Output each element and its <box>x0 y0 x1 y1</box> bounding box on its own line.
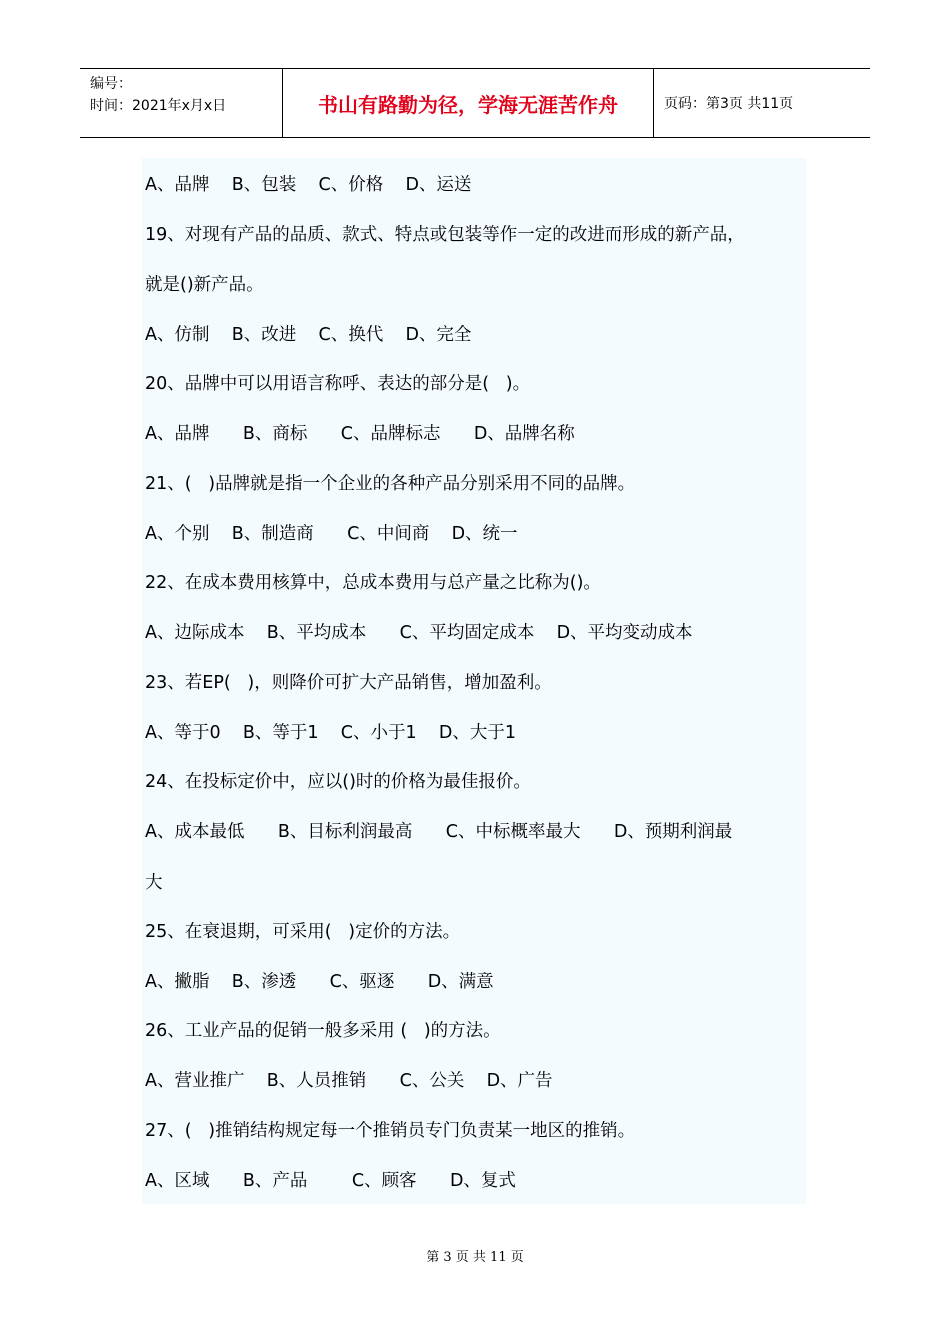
text-line: 24、在投标定价中，应以()时的价格为最佳报价。 <box>145 772 531 792</box>
page-header <box>80 68 870 138</box>
page-footer: 第 3 页 共 11 页 <box>426 1250 524 1265</box>
text-line: A、个别 B、制造商 C、中间商 D、统一 <box>145 524 518 544</box>
header-motto: 书山有路勤为径，学海无涯苦作舟 <box>282 69 654 137</box>
question-area <box>142 158 806 1204</box>
text-line: 25、在衰退期，可采用( )定价的方法。 <box>145 922 461 942</box>
text-line: A、区域 B、产品 C、顾客 D、复式 <box>145 1171 516 1191</box>
text-line: A、仿制 B、改进 C、换代 D、完全 <box>145 325 472 345</box>
text-line: A、等于0 B、等于1 C、小于1 D、大于1 <box>145 723 516 743</box>
text-line: A、营业推广 B、人员推销 C、公关 D、广告 <box>145 1071 553 1091</box>
text-line: 26、工业产品的促销一般多采用 ( )的方法。 <box>145 1021 501 1041</box>
text-line: 就是()新产品。 <box>145 275 264 295</box>
text-line: A、撇脂 B、渗透 C、驱逐 D、满意 <box>145 972 494 992</box>
text-line: A、边际成本 B、平均成本 C、平均固定成本 D、平均变动成本 <box>145 623 693 643</box>
text-line: 大 <box>145 873 163 893</box>
text-line: A、品牌 B、包装 C、价格 D、运送 <box>145 175 472 195</box>
text-line: 22、在成本费用核算中，总成本费用与总产量之比称为()。 <box>145 573 601 593</box>
header-page-info: 页码：第3页 共11页 <box>664 96 794 112</box>
text-line: 19、对现有产品的品质、款式、特点或包装等作一定的改进而形成的新产品， <box>145 225 745 245</box>
header-meta <box>80 69 282 137</box>
text-line: 23、若EP( )，则降价可扩大产品销售，增加盈利。 <box>145 673 552 693</box>
text-line: 21、( )品牌就是指一个企业的各种产品分别采用不同的品牌。 <box>145 474 636 494</box>
text-line: 20、品牌中可以用语言称呼、表达的部分是( )。 <box>145 374 531 394</box>
time-label: 时间：2021年x月x日 <box>90 98 227 114</box>
text-line: 27、( )推销结构规定每一个推销员专门负责某一地区的推销。 <box>145 1121 636 1141</box>
number-label: 编号： <box>90 76 132 92</box>
text-line: A、成本最低 B、目标利润最高 C、中标概率最大 D、预期利润最 <box>145 822 733 842</box>
text-line: A、品牌 B、商标 C、品牌标志 D、品牌名称 <box>145 424 575 444</box>
